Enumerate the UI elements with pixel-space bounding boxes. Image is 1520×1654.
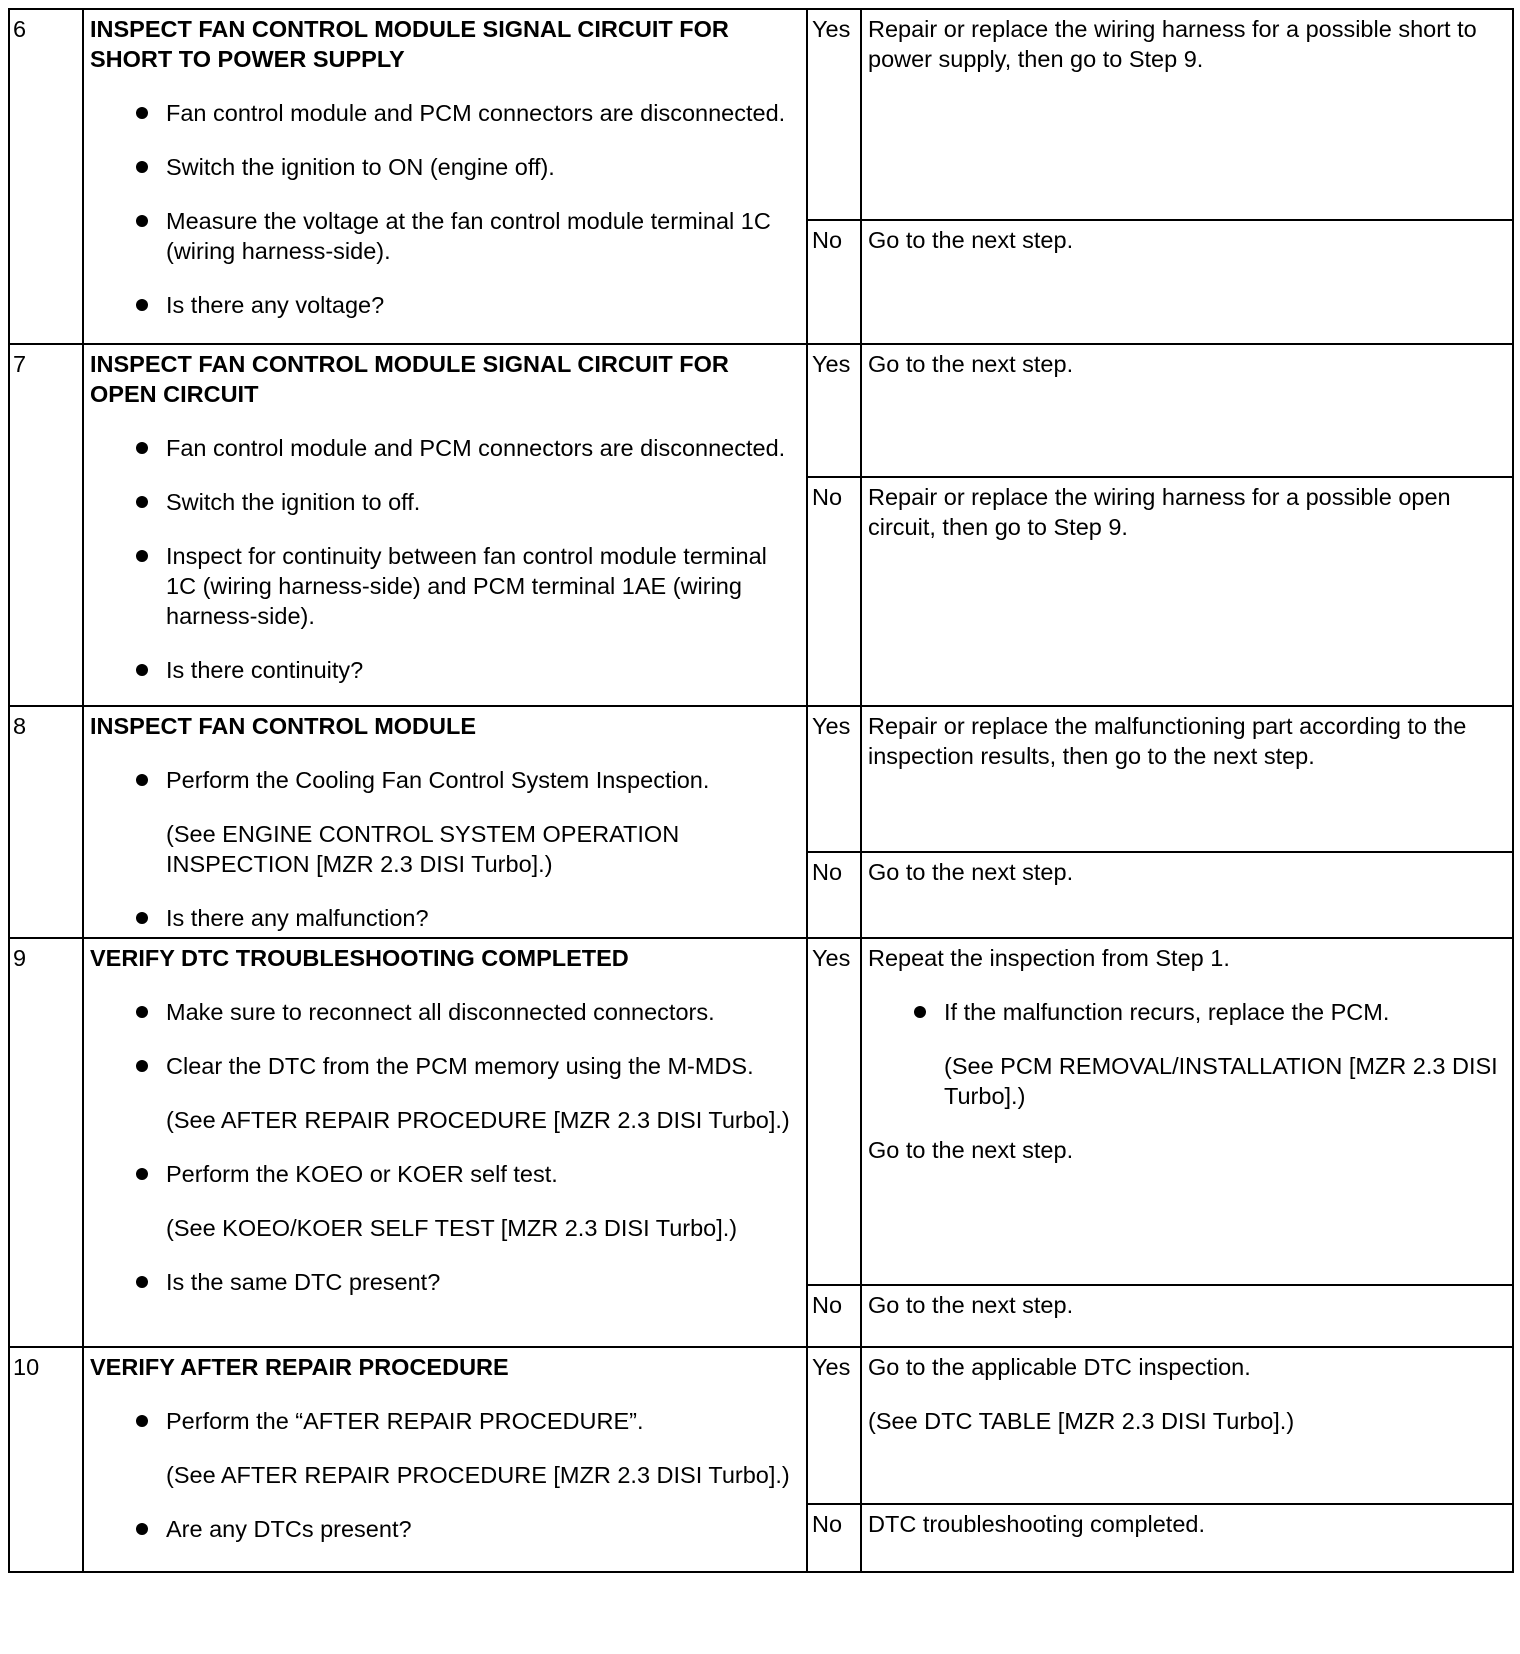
remedy-list <box>868 997 1506 1111</box>
step-title: INSPECT FAN CONTROL MODULE SIGNAL CIRCUIT FOR OPEN CIRCUIT <box>90 351 729 407</box>
step-title: VERIFY DTC TROUBLESHOOTING COMPLETED <box>90 945 629 971</box>
action-item: Is the same DTC present? <box>90 1267 800 1297</box>
action-list <box>90 433 800 685</box>
action-note: (See ENGINE CONTROL SYSTEM OPERATION INSPECTION [MZR 2.3 DISI Turbo].) <box>166 821 680 877</box>
action-item: Perform the “AFTER REPAIR PROCEDURE”. <box>90 1406 800 1436</box>
result-yes-text <box>861 9 1513 220</box>
step-number: 9 <box>9 938 83 1347</box>
troubleshooting-table <box>8 8 1514 1573</box>
step-7-yes-row <box>9 344 1513 477</box>
remedy-text: Go to the next step. <box>868 858 1074 885</box>
result-no-label: No <box>807 220 861 344</box>
action-list <box>90 765 800 933</box>
remedy-text: Repeat the inspection from Step 1. <box>868 945 1230 971</box>
step-title: INSPECT FAN CONTROL MODULE <box>90 713 477 739</box>
action-list <box>90 98 800 320</box>
remedy-note: (See DTC TABLE [MZR 2.3 DISI Turbo].) <box>868 1408 1295 1434</box>
action-item: Is there any malfunction? <box>90 903 800 933</box>
result-yes-text <box>861 344 1513 477</box>
remedy-text: Go to the next step. <box>868 227 1074 253</box>
result-no-label: No <box>807 1504 861 1572</box>
result-no-text <box>861 1504 1513 1572</box>
remedy-text: Repair or replace the wiring harness for a possible short to power supply, then go to Step 9. <box>868 16 1477 72</box>
remedy-text: DTC troubleshooting completed. <box>868 1511 1206 1537</box>
action-item: Switch the ignition to ON (engine off). <box>90 152 800 182</box>
remedy-text: Repair or replace the malfunctioning part according to the inspection results, then go to the next step. <box>868 713 1467 769</box>
step-8-yes-row <box>9 706 1513 852</box>
step-10-yes-row <box>9 1347 1513 1504</box>
step-action <box>83 344 807 706</box>
result-no-text <box>861 477 1513 706</box>
result-no-text <box>861 852 1513 938</box>
action-item: Fan control module and PCM connectors are disconnected. <box>90 433 800 463</box>
action-item: Make sure to reconnect all disconnected connectors. <box>90 997 800 1027</box>
result-yes-text <box>861 1347 1513 1504</box>
action-item: Perform the Cooling Fan Control System Inspection. <box>90 765 800 795</box>
step-title: VERIFY AFTER REPAIR PROCEDURE <box>90 1354 509 1380</box>
step-number: 8 <box>9 706 83 938</box>
action-item: Switch the ignition to off. <box>90 487 800 517</box>
action-item: Is there continuity? <box>90 655 800 685</box>
step-action <box>83 1347 807 1572</box>
action-item: Measure the voltage at the fan control module terminal 1C (wiring harness-side). <box>90 206 800 266</box>
result-no-label: No <box>807 852 861 938</box>
result-no-text <box>861 220 1513 344</box>
result-yes-text <box>861 938 1513 1285</box>
remedy-text: Go to the next step. <box>868 351 1074 377</box>
action-list <box>90 997 800 1297</box>
action-item: Perform the KOEO or KOER self test. <box>90 1159 800 1189</box>
step-action <box>83 706 807 938</box>
result-yes-label: Yes <box>807 1347 861 1504</box>
result-yes-label: Yes <box>807 706 861 852</box>
action-item: Inspect for continuity between fan control module terminal 1C (wiring harness-side) and PCM terminal 1AE (wiring harness-side). <box>90 541 800 631</box>
action-note: (See AFTER REPAIR PROCEDURE [MZR 2.3 DISI Turbo].) <box>166 1462 790 1488</box>
result-no-label: No <box>807 1285 861 1347</box>
step-number: 6 <box>9 9 83 344</box>
step-action <box>83 938 807 1347</box>
step-6-yes-row <box>9 9 1513 220</box>
action-item: Fan control module and PCM connectors are disconnected. <box>90 98 800 128</box>
remedy-text: Go to the applicable DTC inspection. <box>868 1354 1251 1380</box>
result-yes-label: Yes <box>807 344 861 477</box>
result-yes-text <box>861 706 1513 852</box>
remedy-text: Repair or replace the wiring harness for a possible open circuit, then go to Step 9. <box>868 484 1451 540</box>
action-list <box>90 1406 800 1544</box>
step-title: INSPECT FAN CONTROL MODULE SIGNAL CIRCUIT FOR SHORT TO POWER SUPPLY <box>90 16 729 72</box>
result-yes-label: Yes <box>807 938 861 1285</box>
step-number: 10 <box>9 1347 83 1572</box>
step-9-yes-row <box>9 938 1513 1285</box>
action-item: Is there any voltage? <box>90 290 800 320</box>
step-number: 7 <box>9 344 83 706</box>
troubleshooting-document <box>8 8 1512 1573</box>
remedy-text: Go to the next step. <box>868 1292 1074 1318</box>
result-yes-label: Yes <box>807 9 861 220</box>
remedy-text: Go to the next step. <box>868 1137 1074 1163</box>
remedy-note: (See PCM REMOVAL/INSTALLATION [MZR 2.3 DISI Turbo].) <box>944 1053 1498 1109</box>
step-action <box>83 9 807 344</box>
remedy-item: If the malfunction recurs, replace the PCM. <box>868 997 1506 1027</box>
result-no-label: No <box>807 477 861 706</box>
action-note: (See KOEO/KOER SELF TEST [MZR 2.3 DISI Turbo].) <box>166 1215 738 1241</box>
result-no-text <box>861 1285 1513 1347</box>
action-note: (See AFTER REPAIR PROCEDURE [MZR 2.3 DISI Turbo].) <box>166 1107 790 1133</box>
action-item: Are any DTCs present? <box>90 1514 800 1544</box>
action-item: Clear the DTC from the PCM memory using the M-MDS. <box>90 1051 800 1081</box>
